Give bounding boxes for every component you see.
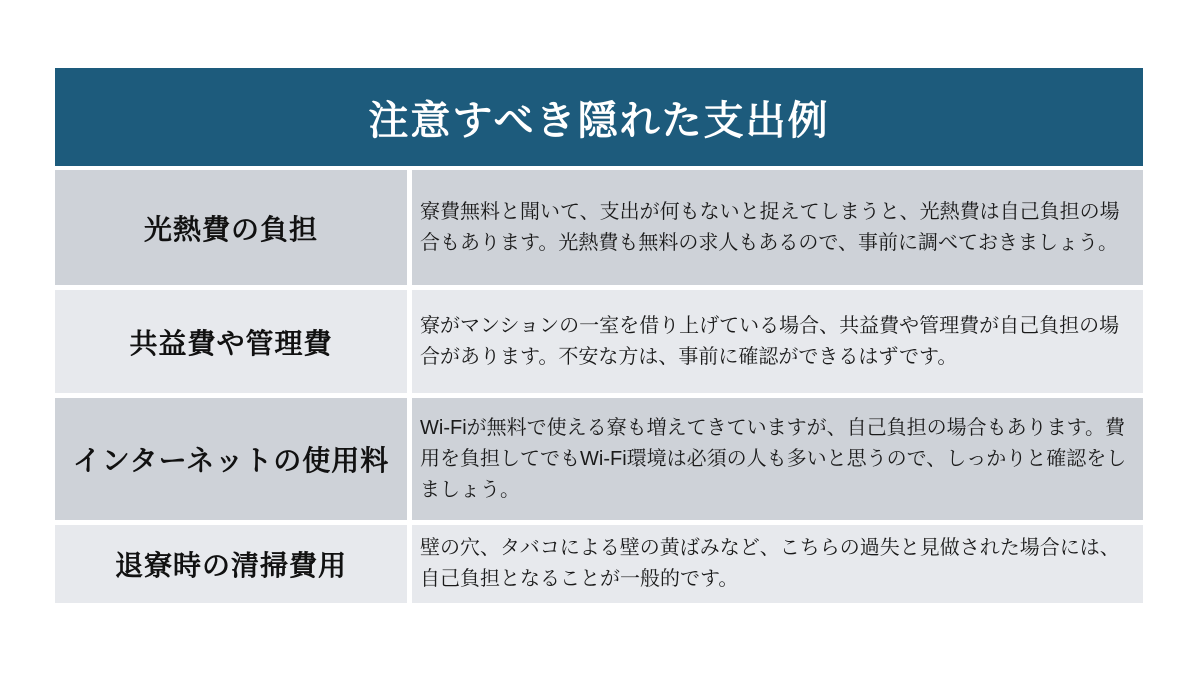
hidden-expenses-table [55, 68, 1143, 603]
row-label: 共益費や管理費 [55, 290, 407, 393]
page-title: 注意すべき隠れた支出例 [368, 98, 830, 143]
row-label: インターネットの使用料 [55, 398, 407, 520]
row-label: 退寮時の清掃費用 [55, 525, 407, 603]
row-description: Wi-Fiが無料で使える寮も増えてきていますが、自己負担の場合もあります。費用を負担してでもWi-Fi環境は必須の人も多いと思うので、しっかりと確認をしましょう。 [412, 398, 1143, 520]
table-row-cleaning [55, 525, 1143, 603]
table-row-internet [55, 398, 1143, 520]
row-description: 寮がマンションの一室を借り上げている場合、共益費や管理費が自己負担の場合があります。不安な方は、事前に確認ができるはずです。 [412, 290, 1143, 393]
table-row-common-fees [55, 290, 1143, 393]
row-description: 寮費無料と聞いて、支出が何もないと捉えてしまうと、光熱費は自己負担の場合もあります。光熱費も無料の求人もあるので、事前に調べておきましょう。 [412, 170, 1143, 285]
table-header [55, 68, 1143, 166]
row-description: 壁の穴、タバコによる壁の黄ばみなど、こちらの過失と見做された場合には、自己負担となることが一般的です。 [412, 525, 1143, 603]
table-row-utilities [55, 170, 1143, 285]
row-label: 光熱費の負担 [55, 170, 407, 285]
